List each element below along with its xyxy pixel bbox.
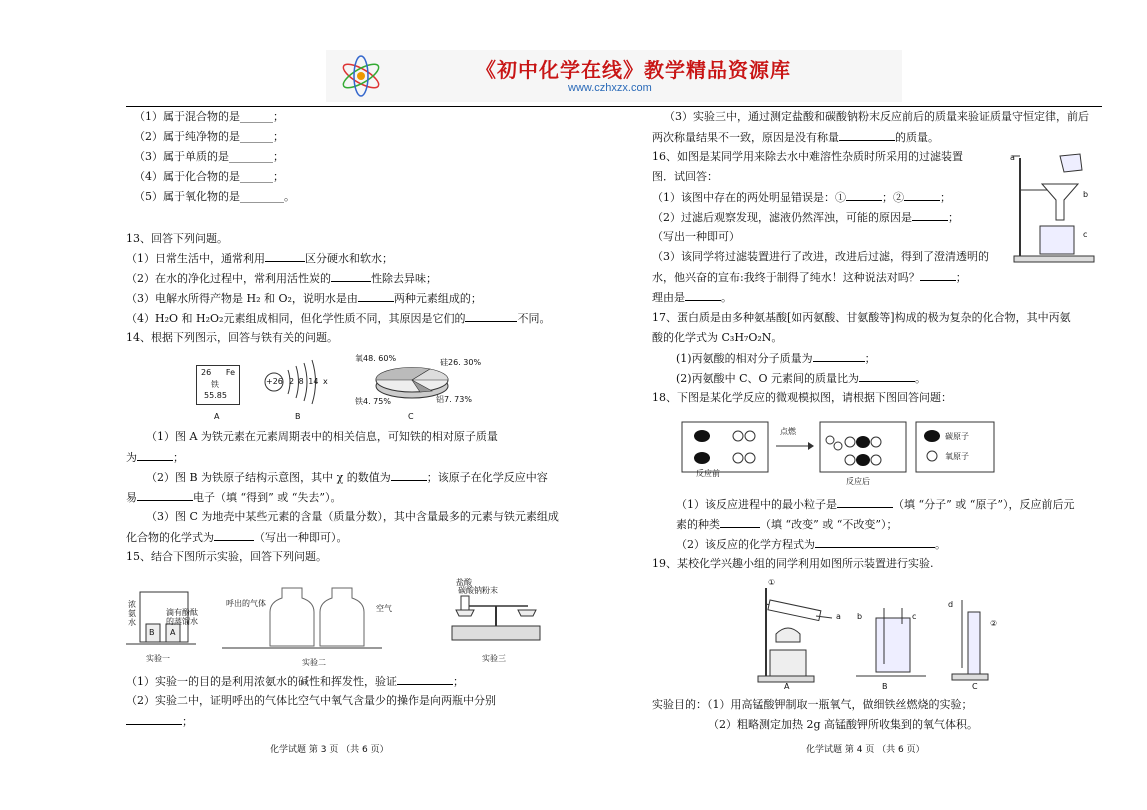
exp2-label-exhaled: 呼出的气体 [226,599,266,608]
q16-line-4: （2）过滤后观察发现，滤液仍然浑浊，可能的原因是 ； [652,211,959,224]
pie-label-oxygen: 氧48. 60% [355,354,397,363]
exp1-label-ammonia: 浓 氨 水 [128,600,136,627]
apparatus-caption-b: B [882,682,888,691]
q17-line-4: (2)丙氨酸中 C、O 元素间的质量比为 。 [676,372,927,385]
q12-item-1: （1）属于混合物的是______； [134,110,284,123]
q18-title: 18、下图是某化学反应的微观模拟图，请根据下图回答问题： [652,391,952,404]
q14-p3a: （3）图 C 为地壳中某些元素的含量（质量分数），其中含量最多的元素与铁元素组成 [146,510,559,523]
q14-p1b: 为 ； [126,451,184,464]
exp3-label-acid: 盐酸 [456,578,472,587]
q13-line-3: （3）电解水所得产物是 H₂ 和 O₂，说明水是由 两种元素组成的； [126,292,482,305]
pie-label-aluminum: 铝7. 73% [436,395,472,404]
after-label: 反应后 [846,477,870,486]
apparatus-label-c: c [912,612,917,621]
pie-label-iron: 铁4. 75% [355,397,391,406]
apparatus-label-2: ② [990,619,998,628]
q12-item-3: （3）属于单质的是________； [134,150,284,163]
apparatus-label-d: d [948,600,954,609]
legend-carbon: 碳原子 [945,432,969,441]
exp1-label-b: B [149,628,155,637]
q16-line-3: （1）该图中存在的两处明显错误是：① ；② ； [652,191,951,204]
q14-title: 14、根据下列图示，回答与铁有关的问题。 [126,331,338,344]
q13-line-1: （1）日常生活中，通常利用 区分硬水和软水； [126,252,393,265]
apparatus-label-b: b [857,612,863,621]
q16-line-2: 图．试回答： [652,170,718,183]
q15-p1: （1）实验一的目的是利用浓氨水的碱性和挥发性，验证 ； [126,675,464,688]
header-banner [326,50,902,102]
q16-line-1: 16、如图是某同学用来除去水中难溶性杂质时所采用的过滤装置 [652,150,963,163]
pie-label-silicon: 硅26. 30% [440,358,482,367]
q14-p1a: （1）图 A 为铁元素在元素周期表中的相关信息，可知铁的相对原子质量 [146,430,498,443]
q17-line-1: 17、蛋白质是由多种氨基酸[如丙氨酸、甘氨酸等]构成的极为复杂的化合物，其中丙氨 [652,311,1071,324]
nucleus-label: +26 [266,377,283,386]
q13-line-2: （2）在水的净化过程中，常利用活性炭的 性除去异味； [126,272,437,285]
fig-b-label: B [295,412,301,421]
apparatus-caption-a: A [784,682,790,691]
apparatus-caption-c: C [972,682,978,691]
exp1-label-a: A [170,628,176,637]
q15-3-line-1: （3）实验三中，通过测定盐酸和碳酸钠粉末反应前后的质量来验证质量守恒定律，前后 [664,110,1089,123]
q15-3-line-2: 两次称量结果不一致，原因是没有称量 的质量。 [652,131,939,144]
exp1-label-phenol: 滴有酚酞 的蒸馏水 [166,608,198,626]
q14-p2c: 易 电子（填 “得到” 或 “失去”）。 [126,491,342,504]
legend-oxygen: 氧原子 [945,452,969,461]
shell-numbers: 2 8 14 x [289,377,328,386]
before-label: 反应前 [696,469,720,478]
q18-line-1: （1）该反应进程中的最小粒子是 （填 “分子” 或 “原子”），反应前后元 [676,498,1075,511]
experiment-three-balance [446,590,546,646]
reaction-diagram [680,418,996,478]
q12-item-5: （5）属于氧化物的是________。 [134,190,295,203]
q16-line-8: 理由是 。 [652,291,732,304]
q12-item-4: （4）属于化合物的是______； [134,170,284,183]
q15-title: 15、结合下图所示实验，回答下列问题。 [126,550,327,563]
q17-line-2: 酸的化学式为 C₃H₇O₂N。 [652,331,783,344]
filter-label-c: c [1083,230,1088,239]
q15-p2-blank: ； [126,714,193,729]
right-footer: 化学试题 第 4 页 （共 6 页） [806,745,925,755]
q18-line-2: 素的种类 （填 “改变” 或 “不改变”）； [676,518,898,531]
header-divider [126,106,1102,107]
q19-title: 19、某校化学兴趣小组的同学利用如图所示装置进行实验. [652,557,934,570]
exp1-caption: 实验一 [146,654,170,663]
oxygen-apparatus [756,578,1006,686]
filter-label-a: a [1010,153,1015,162]
filter-label-b: b [1083,190,1089,199]
filtration-apparatus [1010,152,1100,267]
apparatus-label-1: ① [768,578,776,587]
q19-aim-2: （2）粗略测定加热 2g 高锰酸钾所收集到的氧气体积。 [708,718,979,731]
q18-line-3: （2）该反应的化学方程式为 。 [676,538,946,551]
q12-item-2: （2）属于纯净物的是______； [134,130,284,143]
q16-line-5: （写出一种即可） [652,230,740,243]
atom-logo-icon [336,54,386,98]
arrow-label: 点燃 [780,427,796,436]
left-footer: 化学试题 第 3 页 （共 6 页） [270,745,389,755]
q14-p3b: 化合物的化学式为 （写出一种即可）。 [126,531,348,544]
experiment-two-bottles [222,584,382,654]
q17-line-3: (1)丙氨酸的相对分子质量为 ； [676,352,876,365]
fig-a-label: A [214,412,220,421]
exp3-caption: 实验三 [482,654,506,663]
q15-p2: （2）实验二中，证明呼出的气体比空气中氧气含量少的操作是向两瓶中分别 [126,694,496,707]
exp2-caption: 实验二 [302,658,326,667]
q13-title: 13、回答下列问题。 [126,232,228,245]
banner-url: www.czhxzx.com [568,82,652,94]
periodic-table-cell: 26 Fe 铁 55.85 [196,365,240,405]
q14-p2a: （2）图 B 为铁原子结构示意图，其中 χ 的数值为 ；该原子在化学反应中容 [146,471,548,484]
banner-title: 《初中化学在线》教学精品资源库 [476,58,791,82]
exp3-label-sodium-carbonate: 碳酸钠粉末 [458,586,498,595]
apparatus-label-a: a [836,612,841,621]
exp2-label-air: 空气 [376,604,392,613]
q16-line-7: 水，他兴奋的宣布:我终于制得了纯水！这种说法对吗？ ； [652,271,967,284]
q19-aim-1: 实验目的：（1）用高锰酸钾制取一瓶氧气，做细铁丝燃烧的实验； [652,698,973,711]
q16-line-6: （3）该同学将过滤装置进行了改进，改进后过滤，得到了澄清透明的 [652,250,989,263]
q13-line-4: （4）H₂O 和 H₂O₂元素组成相同，但化学性质不同，其原因是它们的 不同。 [126,312,551,325]
fig-c-label: C [408,412,414,421]
